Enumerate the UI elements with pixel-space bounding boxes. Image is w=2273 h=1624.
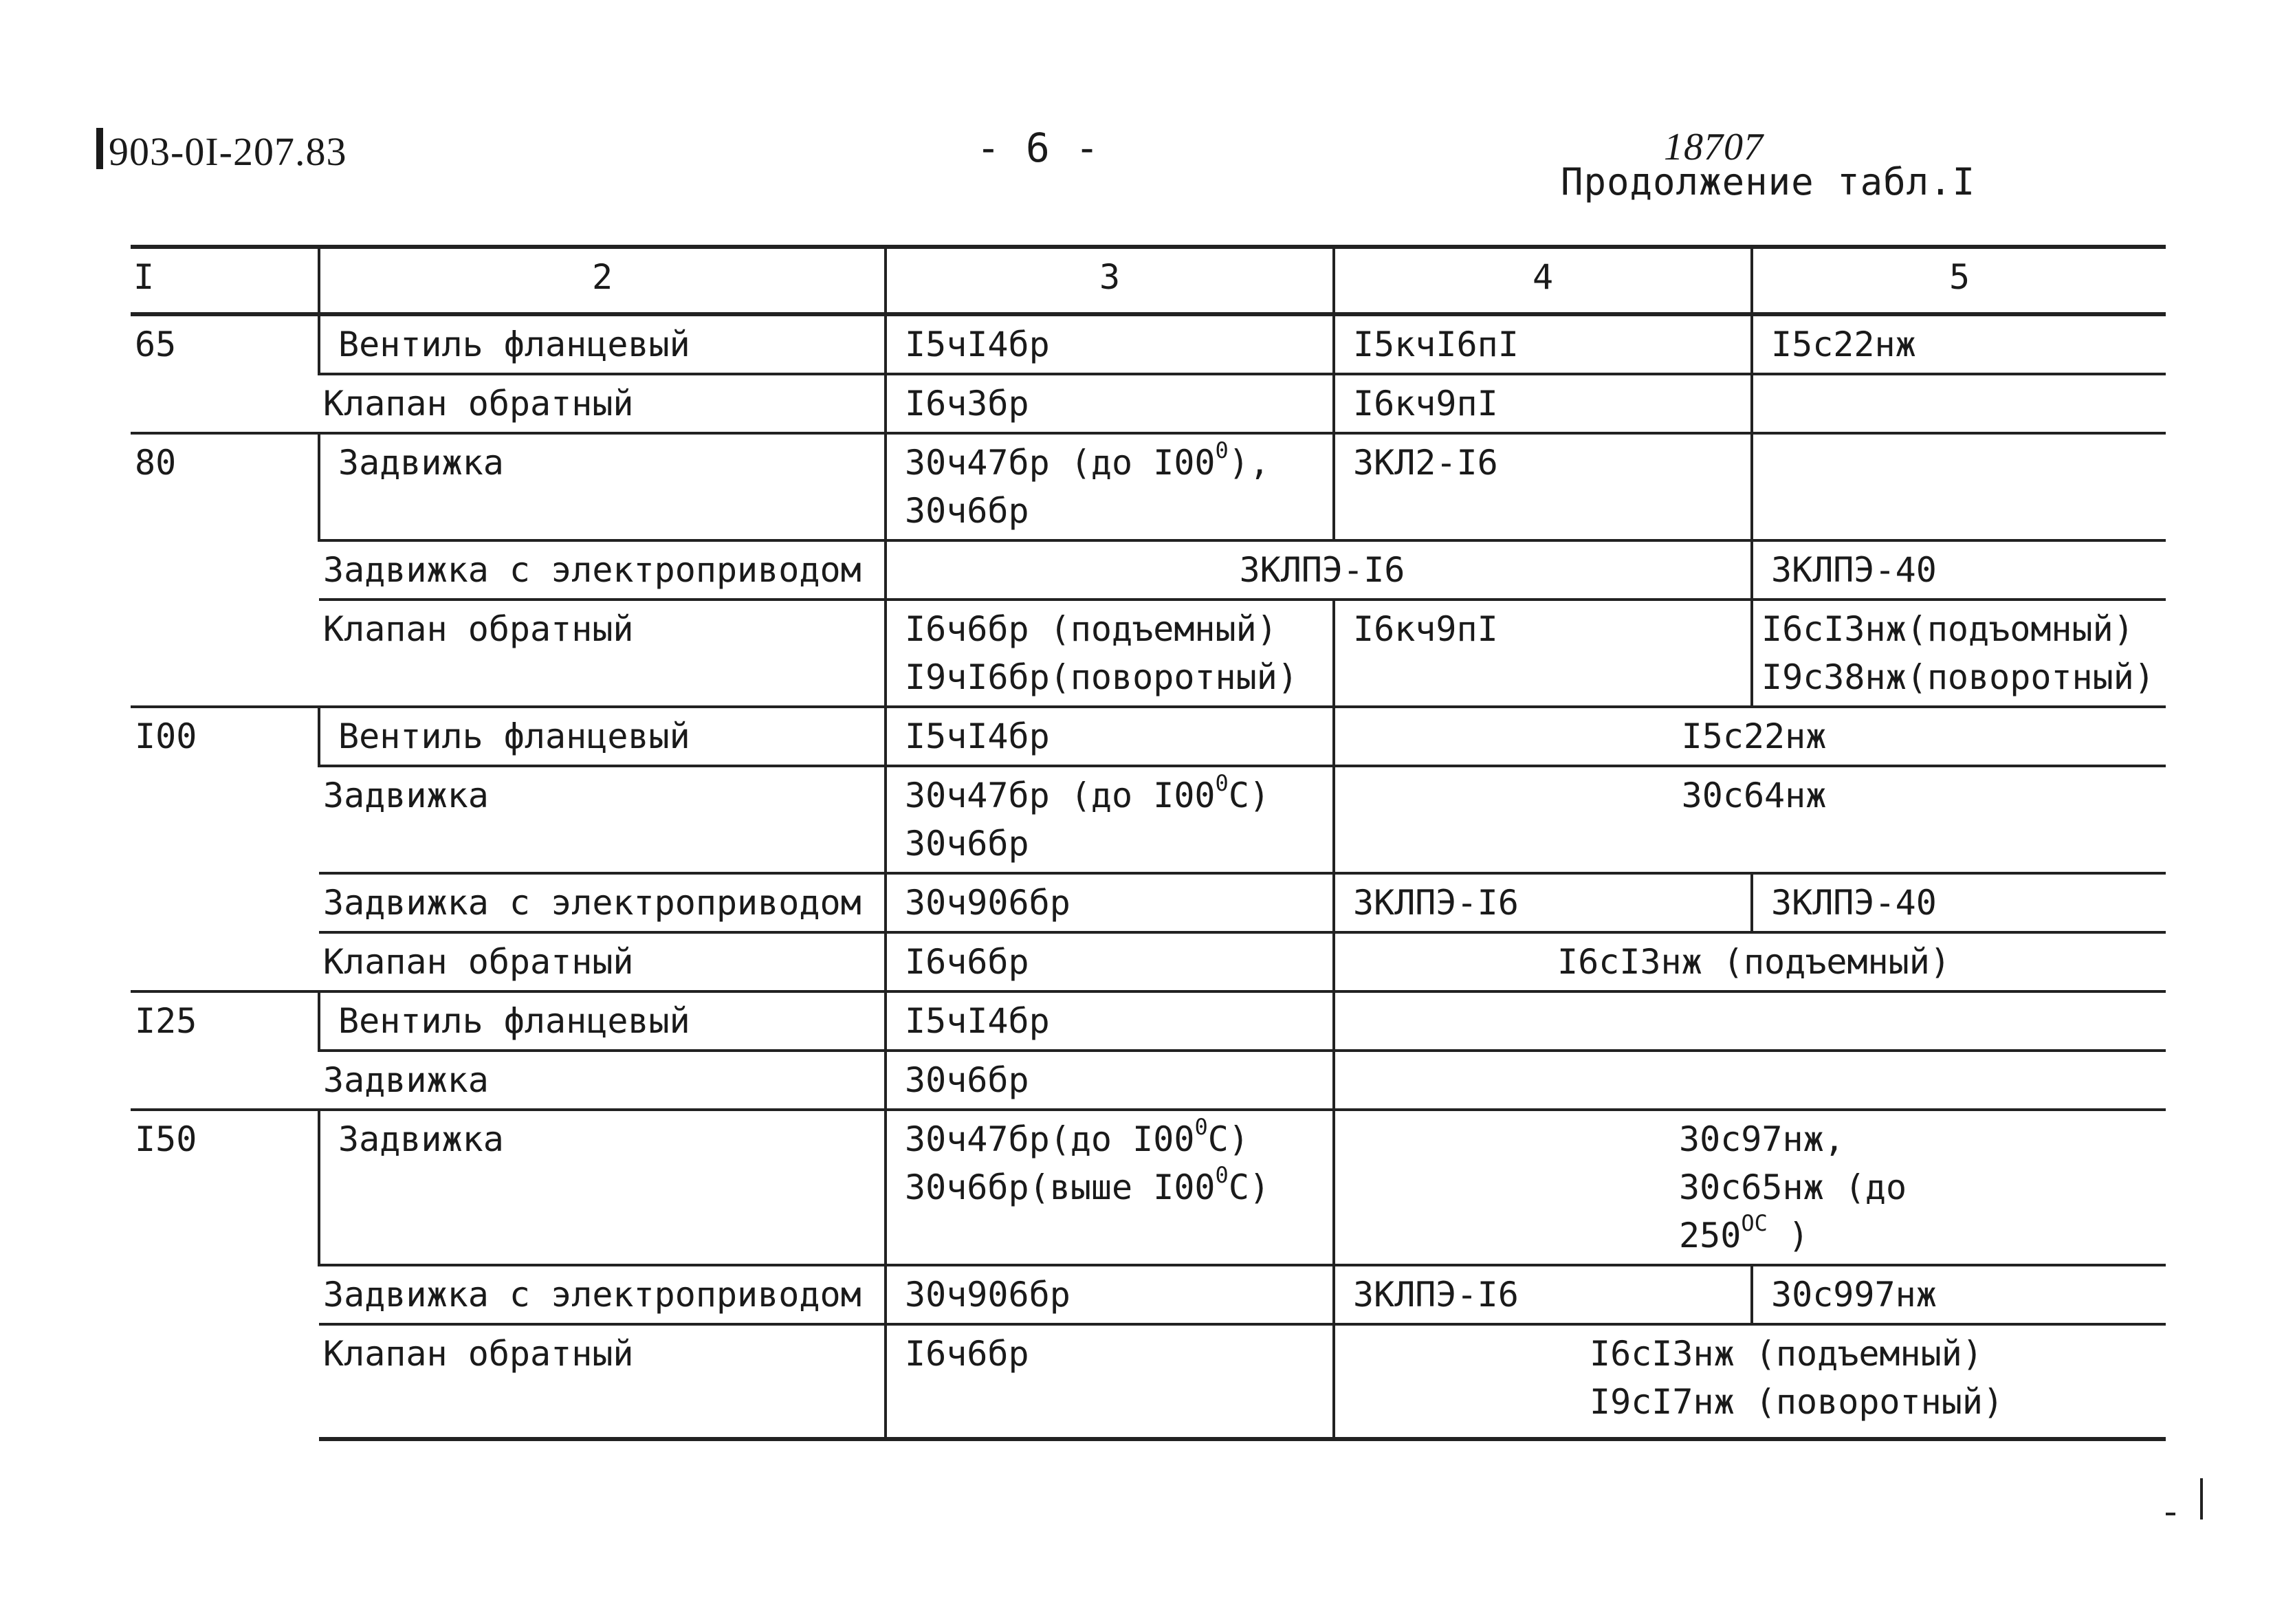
fitting-name: Задвижка [319, 1110, 886, 1265]
cell-col5: 3КЛПЭ-40 [1752, 540, 2166, 600]
cell-line: I9чI6бр(поворотный) [905, 657, 1298, 697]
fitting-name: Вентиль фланцевый [319, 314, 886, 374]
archive-number: 18707 [1664, 126, 1764, 168]
cell-col5: I5с22нж [1752, 314, 2166, 374]
table-row [131, 1110, 2166, 1265]
cell-line: 30с65нж (до [1679, 1167, 1907, 1207]
fitting-name: Клапан обратный [319, 1324, 886, 1439]
cell-col4: I5кчI6пI [1334, 314, 1752, 374]
cell-line: 30ч6бр [905, 824, 1029, 864]
fitting-name: Задвижка с электроприводом [319, 873, 886, 932]
cell-col5: 3КЛПЭ-40 [1752, 873, 2166, 932]
cell-col3: I6ч6бр [886, 932, 1334, 991]
cell-line: 30ч47бр(до $I00^0С$) [905, 1114, 1249, 1159]
table-row [131, 374, 2166, 433]
table-row [131, 707, 2166, 766]
fitting-name: Задвижка [319, 1051, 886, 1110]
cell-line: 30с97нж, [1679, 1119, 1845, 1159]
diameter-cell: 80 [131, 433, 319, 707]
cell-col3 [886, 433, 1334, 540]
cell-col4-5 [1334, 991, 2166, 1051]
column-header: I [131, 247, 319, 314]
fitting-name: Задвижка [319, 433, 886, 540]
margin-dash [2166, 1513, 2175, 1515]
margin-mark [2200, 1478, 2203, 1519]
cell-line: I9сI7нж (поворотный) [1590, 1382, 2004, 1422]
diameter-cell: 65 [131, 314, 319, 433]
cell-line: I6сI3нж(подъомный) [1761, 609, 2134, 649]
cell-col4: I6кч9пI [1334, 374, 1752, 433]
cell-col3 [886, 1110, 1334, 1265]
table-row [131, 991, 2166, 1051]
table-row [131, 540, 2166, 600]
table-row [131, 433, 2166, 540]
cell-col4-5: I5с22нж [1334, 707, 2166, 766]
table-row [131, 314, 2166, 374]
fittings-table [131, 245, 2166, 1441]
cell-col4-5: I6сI3нж (подъемный) [1334, 932, 2166, 991]
cell-line: 30ч47бр (до $I00^0С$) [905, 770, 1271, 815]
cell-col4-5: 30с64нж [1334, 766, 2166, 873]
table-row [131, 1051, 2166, 1110]
cell-col4-5 [1334, 1324, 2166, 1439]
table-header-row [131, 247, 2166, 314]
cell-col3 [886, 600, 1334, 707]
column-header: 3 [886, 247, 1334, 314]
cell-col5 [1752, 433, 2166, 540]
column-header: 5 [1752, 247, 2166, 314]
column-header: 4 [1334, 247, 1752, 314]
cell-col3: 30ч6бр [886, 1051, 1334, 1110]
table-row [131, 873, 2166, 932]
corner-mark [96, 128, 103, 169]
fitting-name: Клапан обратный [319, 600, 886, 707]
fitting-name: Вентиль фланцевый [319, 991, 886, 1051]
cell-col3: 30ч906бр [886, 1265, 1334, 1324]
cell-line: 30ч6бр [905, 491, 1029, 531]
diameter-cell: I50 [131, 1110, 319, 1439]
cell-line: I9с38нж(поворотный) [1761, 657, 2155, 697]
table-row [131, 1265, 2166, 1324]
cell-line: I6ч6бр (подъемный) [905, 609, 1277, 649]
table-row [131, 766, 2166, 873]
cell-col4-5 [1334, 1110, 2166, 1265]
cell-col3: I6ч6бр [886, 1324, 1334, 1439]
cell-col5: 30с997нж [1752, 1265, 2166, 1324]
cell-col4: I6кч9пI [1334, 600, 1752, 707]
cell-col4: 3КЛПЭ-I6 [1334, 873, 1752, 932]
diameter-cell: I25 [131, 991, 319, 1110]
column-header: 2 [319, 247, 886, 314]
fitting-name: Задвижка [319, 766, 886, 873]
cell-col3: I5чI4бр [886, 314, 1334, 374]
cell-col3: 30ч906бр [886, 873, 1334, 932]
table-row [131, 1324, 2166, 1439]
fitting-name: Вентиль фланцевый [319, 707, 886, 766]
cell-col3: I5чI4бр [886, 707, 1334, 766]
cell-line: 30ч6бр(выше $I00^0С$) [905, 1162, 1271, 1207]
cell-col4: 3КЛ2-I6 [1334, 433, 1752, 540]
cell-col3-4: 3КЛПЭ-I6 [886, 540, 1752, 600]
fitting-name: Клапан обратный [319, 932, 886, 991]
cell-line: I6сI3нж (подъемный) [1590, 1334, 1983, 1374]
cell-col4: 3КЛПЭ-I6 [1334, 1265, 1752, 1324]
document-code: 903-0I-207.83 [96, 128, 347, 172]
cell-line: 30ч47бр (до $I00^0$), [905, 437, 1271, 483]
cell-col4-5 [1334, 1051, 2166, 1110]
cell-line: $250^{ОС}$ ) [1679, 1210, 1810, 1255]
table-caption: Продолжение табл.I [1561, 160, 1976, 204]
table-row [131, 932, 2166, 991]
page-number: - 6 - [976, 124, 1100, 171]
fitting-name: Клапан обратный [319, 374, 886, 433]
fitting-name: Задвижка с электроприводом [319, 1265, 886, 1324]
cell-col5 [1752, 374, 2166, 433]
cell-col3: I5чI4бр [886, 991, 1334, 1051]
diameter-cell: I00 [131, 707, 319, 991]
cell-col3 [886, 766, 1334, 873]
cell-col5 [1752, 600, 2166, 707]
fitting-name: Задвижка с электроприводом [319, 540, 886, 600]
cell-col3: I6ч3бр [886, 374, 1334, 433]
table-row [131, 600, 2166, 707]
